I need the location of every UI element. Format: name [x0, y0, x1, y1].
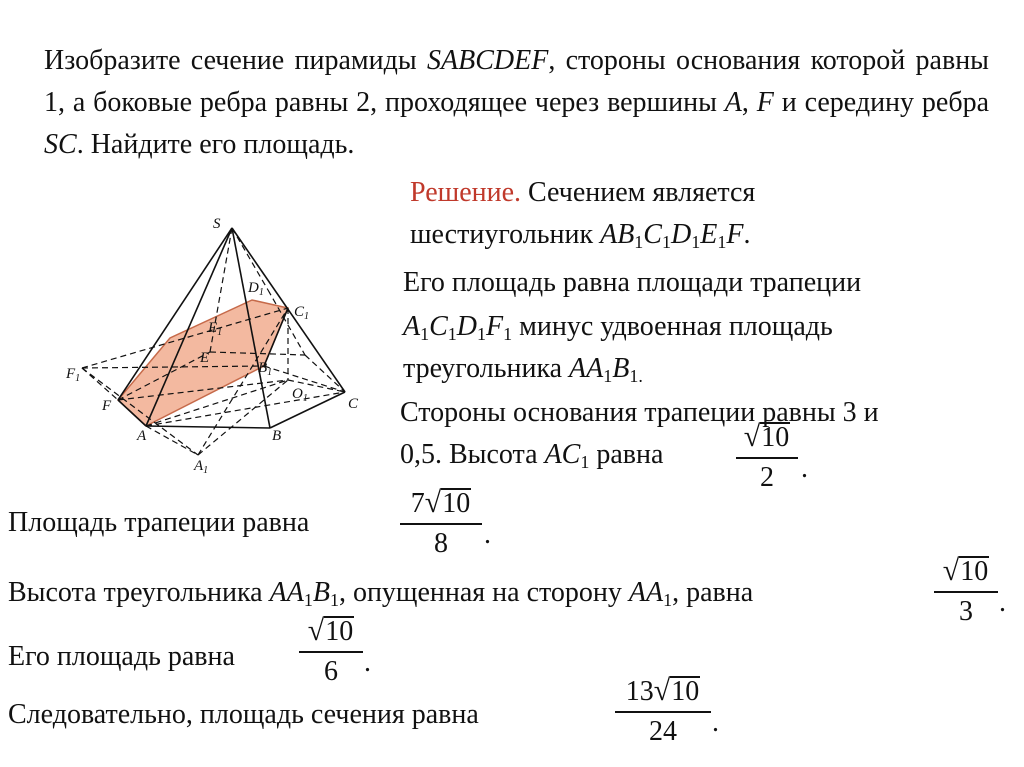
dot-3: .: [999, 587, 1006, 618]
label-O1: $O_1$: [292, 386, 308, 404]
label-B1: $B_1$: [258, 360, 273, 378]
triangle-area-text: Его площадь равна: [8, 641, 235, 672]
solution-line-2: шестиугольник $AB_1C_1D_1E_1F$.: [410, 219, 751, 252]
label-F1: $F_1$: [66, 366, 81, 384]
solution-line-1: Решение. Сечением является: [410, 177, 756, 208]
solution-line-4: $A_1C_1D_1F_1$ минус удвоенная площадь: [403, 311, 833, 344]
solution-line-5: треугольника $AA_1B_{1.}$: [403, 353, 643, 386]
label-S: S: [213, 216, 221, 232]
label-B: B: [272, 428, 282, 444]
fraction-trapezoid-area: 7√10 8: [400, 488, 482, 559]
label-A: A: [137, 428, 147, 444]
final-answer-text: Следовательно, площадь сечения равна: [8, 699, 479, 730]
label-F: F: [102, 398, 112, 414]
pyramid-figure: [55, 205, 385, 485]
fraction-final-answer: 13√10 24: [615, 676, 711, 747]
dot-4: .: [364, 647, 371, 678]
dot-1: .: [801, 453, 808, 484]
dot-2: .: [484, 519, 491, 550]
solution-line-3: Его площадь равна площади трапеции: [403, 267, 862, 298]
label-E: E: [200, 350, 210, 366]
solution-line-6: Стороны основания трапеции равны 3 и: [400, 397, 879, 428]
dot-5: .: [712, 707, 719, 738]
problem-statement: Изобразите сечение пирамиды SABCDEF, стороны основания которой равны 1, а боковые ребра равны 2, проходящее через вершины A, F и середину ребра SC. Найдите его площадь.: [44, 45, 990, 160]
label-C1: $C_1$: [294, 304, 310, 322]
solution-line-7: 0,5. Высота $AC_1$ равна: [400, 439, 664, 472]
label-A1: $A_1$: [194, 458, 209, 476]
trapezoid-area-text: Площадь трапеции равна: [8, 507, 310, 538]
fraction-triangle-area: √10 6: [299, 616, 363, 687]
label-D1: $D_1$: [248, 280, 264, 298]
label-E1: $E_1$: [208, 320, 223, 338]
fraction-triangle-height: √10 3: [934, 556, 998, 627]
label-C: C: [348, 396, 359, 412]
fraction-ac1-height: √10 2: [736, 422, 798, 493]
triangle-height-text: Высота треугольника $AA_1B_1$, опущенная на сторону $AA_1$, равна: [8, 577, 754, 610]
